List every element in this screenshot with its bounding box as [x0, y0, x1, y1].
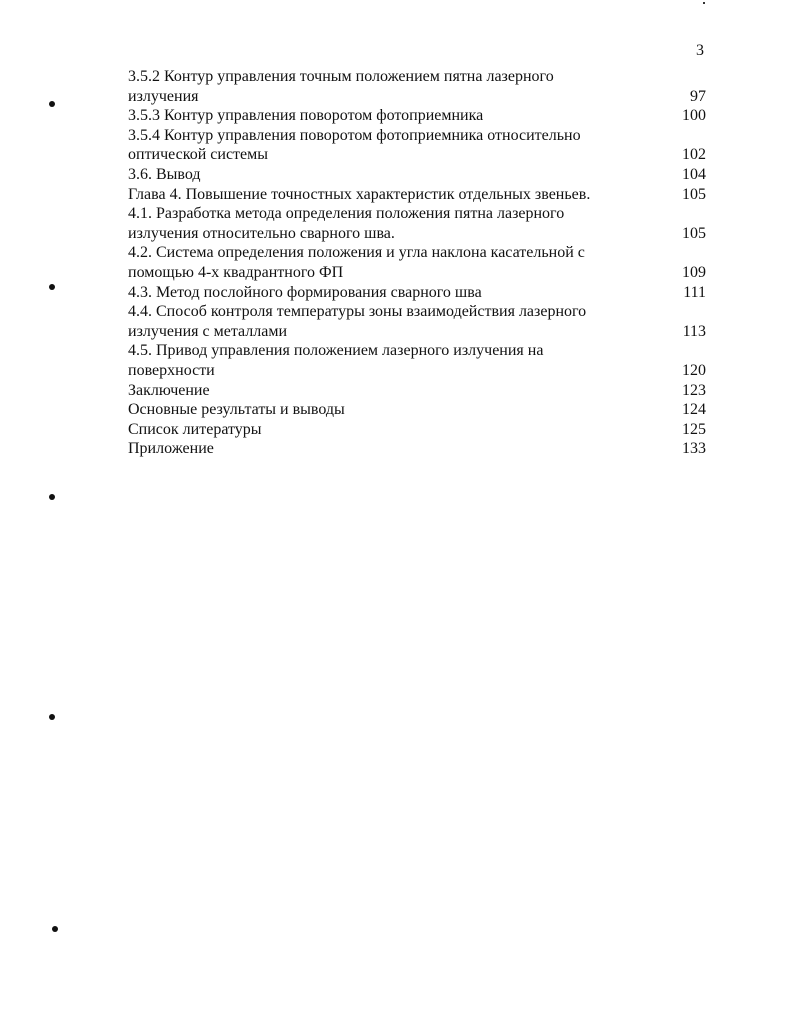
toc-entry-line: 3.5.2 Контур управления точным положением пятна лазерного [128, 68, 554, 85]
table-of-contents [128, 67, 706, 459]
toc-entry-line: излучения с металлами [128, 322, 288, 340]
toc-entry-page: 104 [682, 165, 706, 183]
toc-entry-line: излучения [128, 87, 199, 105]
toc-entry [128, 243, 706, 282]
toc-entry [128, 381, 706, 401]
toc-entry-page: 102 [682, 146, 706, 164]
toc-entry [128, 302, 706, 341]
toc-entry-page: 100 [682, 107, 706, 125]
toc-entry-line: излучения относительно сварного шва. [128, 224, 395, 242]
toc-entry-page: 124 [682, 401, 706, 419]
toc-entry [128, 400, 706, 420]
toc-entry-line: Глава 4. Повышение точностных характеристик отдельных звеньев. [128, 185, 591, 203]
toc-entry [128, 204, 706, 243]
toc-entry [128, 185, 706, 205]
toc-entry-line: 4.2. Система определения положения и угла наклона касательной с [128, 244, 585, 262]
toc-entry-line: 4.3. Метод послойного формирования сварного шва [128, 283, 482, 301]
toc-entry-page: 133 [682, 440, 706, 458]
toc-entry [128, 106, 706, 126]
toc-entry-line: поверхности [128, 361, 215, 379]
toc-entry [128, 67, 706, 106]
toc-entry-line: 4.5. Привод управления положением лазерного излучения на [128, 342, 544, 360]
toc-entry-page: 105 [682, 185, 706, 203]
toc-entry-page: 125 [682, 420, 706, 438]
toc-entry-line: Приложение [128, 440, 214, 458]
toc-entry-page: 120 [682, 361, 706, 379]
toc-entry-line: 4.4. Способ контроля температуры зоны взаимодействия лазерного [128, 303, 587, 321]
toc-entry-page: 113 [682, 322, 706, 340]
binder-hole-mark [49, 101, 55, 107]
binder-hole-mark [49, 714, 55, 720]
toc-entry-line: Основные результаты и выводы [128, 401, 345, 419]
toc-entry [128, 439, 706, 459]
toc-entry [128, 165, 706, 185]
toc-entry-line: помощью 4-х квадрантного ФП [128, 263, 344, 281]
toc-entry [128, 283, 706, 303]
toc-entry [128, 341, 706, 380]
scan-mark [703, 2, 705, 4]
toc-entry-line: Заключение [128, 381, 210, 399]
toc-entry [128, 126, 706, 165]
binder-hole-mark [52, 926, 58, 932]
toc-entry-line: 3.5.3 Контур управления поворотом фотоприемника [128, 107, 484, 125]
toc-entry-line: 3.5.4 Контур управления поворотом фотоприемника относительно [128, 126, 581, 144]
toc-entry-page: 123 [682, 381, 706, 399]
toc-entry-line: Список литературы [128, 420, 262, 438]
toc-entry-page: 105 [682, 224, 706, 242]
toc-entry-line: 3.6. Вывод [128, 165, 201, 183]
toc-entry-line: оптической системы [128, 146, 269, 164]
binder-hole-mark [49, 284, 55, 290]
toc-entry-page: 97 [690, 87, 706, 105]
toc-entry [128, 420, 706, 440]
toc-entry-line: 4.1. Разработка метода определения положения пятна лазерного [128, 205, 565, 223]
toc-entry-page: 109 [682, 263, 706, 281]
page-number: 3 [696, 42, 704, 59]
toc-entry-page: 111 [683, 283, 706, 301]
binder-hole-mark [49, 494, 55, 500]
